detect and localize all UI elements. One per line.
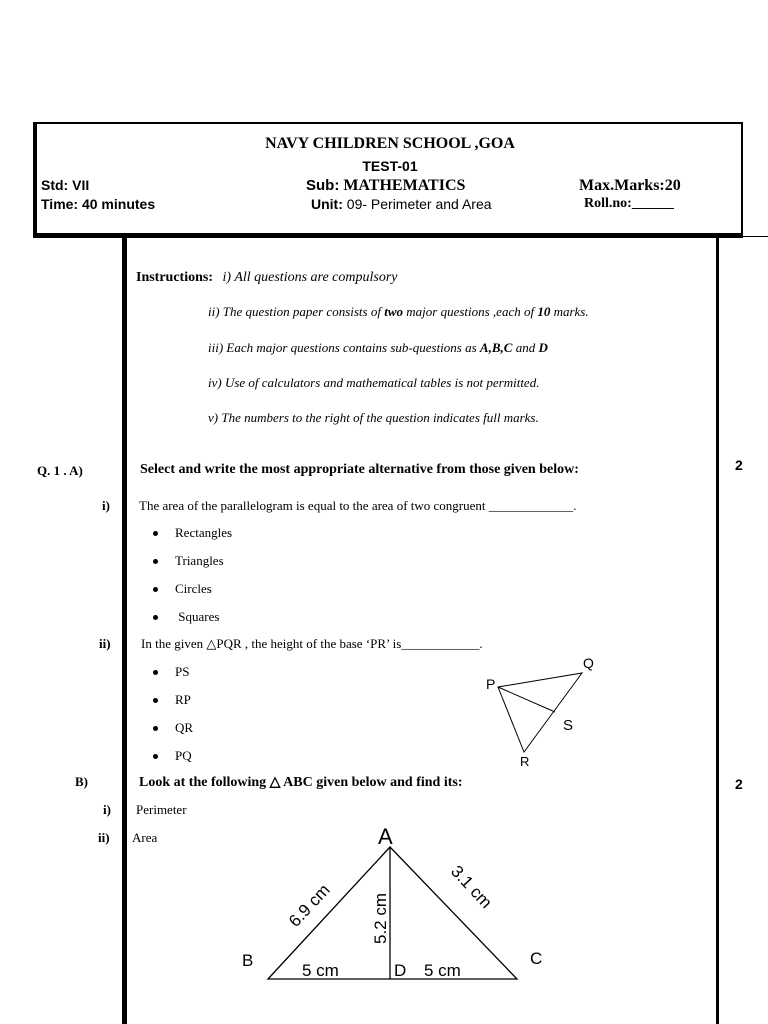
bullet <box>153 726 158 731</box>
bullet <box>153 531 158 536</box>
q1b-ii-number: ii) <box>98 830 110 845</box>
instruction-iii <box>208 340 548 356</box>
instruction-v: v) The numbers to the right of the question indicates full marks. <box>208 410 539 425</box>
q1a-ii-option-2: RP <box>175 692 191 707</box>
label-bd-length: 5 cm <box>302 961 339 980</box>
label-ad-length: 5.2 cm <box>371 892 390 944</box>
q1a-i-option-3: Circles <box>175 581 212 596</box>
right-rule-stub <box>743 236 768 237</box>
q1a-marks: 2 <box>735 457 743 473</box>
q1a-i-text: The area of the parallelogram is equal to the area of two congruent _____________. <box>139 498 577 513</box>
time-label: Time: 40 minutes <box>41 196 156 212</box>
instruction-iii-bold-d: D <box>538 340 548 355</box>
unit-value: 09- Perimeter and Area <box>346 196 492 212</box>
max-marks: Max.Marks:20 <box>579 177 681 194</box>
label-s: S <box>563 717 574 734</box>
triangle-pqr-figure <box>480 650 610 770</box>
label-d: D <box>394 961 407 980</box>
instruction-i-text: i) All questions are compulsory <box>222 270 398 285</box>
instruction-iii-pre: iii) Each major questions contains sub-questions as <box>208 340 480 355</box>
sub-value: MATHEMATICS <box>343 177 466 194</box>
sub-label: Sub: <box>306 177 340 194</box>
instruction-ii <box>208 304 589 320</box>
bullet <box>153 754 158 759</box>
q1b-marks: 2 <box>735 776 743 792</box>
instruction-ii-pre: ii) The question paper consists of <box>208 304 385 319</box>
instruction-ii-mid: major questions ,each of <box>403 304 538 319</box>
instruction-iii-bold-abc: A,B,C <box>479 340 513 355</box>
label-b: B <box>242 951 254 970</box>
instruction-ii-bold-ten: 10 <box>537 304 551 319</box>
right-column-rule <box>716 238 719 1024</box>
q1a-number: Q. 1 . A) <box>37 463 83 478</box>
q1a-ii-option-4: PQ <box>175 748 192 763</box>
unit-label: Unit: <box>311 196 343 212</box>
instruction-ii-bold-two: two <box>384 304 404 319</box>
label-ac-length: 3.1 cm <box>447 861 496 913</box>
q1a-i-option-4: Squares <box>175 609 220 624</box>
instructions-label: Instructions: <box>136 270 214 285</box>
bullet <box>153 559 158 564</box>
instruction-iii-mid: and <box>512 340 539 355</box>
label-a: A <box>378 824 393 849</box>
q1a-ii-text: In the given △PQR , the height of the base ‘PR’ is____________. <box>141 636 483 651</box>
q1a-ii-number: ii) <box>99 636 111 651</box>
std-label: Std: VII <box>41 177 90 193</box>
triangle-abc-figure <box>230 820 560 990</box>
label-c: C <box>530 949 543 968</box>
label-ab-length: 6.9 cm <box>285 880 334 931</box>
bullet <box>153 670 158 675</box>
school-name: NAVY CHILDREN SCHOOL ,GOA <box>265 135 515 152</box>
q1b-ii-text: Area <box>132 830 158 845</box>
bullet <box>153 615 158 620</box>
subject <box>306 177 465 195</box>
bullet <box>153 698 158 703</box>
instruction-ii-post: marks. <box>550 304 589 319</box>
instruction-iv: iv) Use of calculators and mathematical tables is not permitted. <box>208 375 540 390</box>
q1a-ii-option-3: QR <box>175 720 194 735</box>
label-q: Q <box>583 655 594 671</box>
instruction-i <box>136 270 398 286</box>
unit <box>311 196 492 212</box>
q1b-i-text: Perimeter <box>136 802 187 817</box>
q1a-i-option-1: Rectangles <box>175 525 233 540</box>
label-r: R <box>520 754 530 769</box>
q1a-ii-option-1: PS <box>175 664 190 679</box>
triangle-pqr-outline <box>498 673 582 752</box>
q1a-title: Select and write the most appropriate alternative from those given below: <box>140 462 579 477</box>
bullet <box>153 587 158 592</box>
test-title: TEST-01 <box>362 158 418 174</box>
q1b-i-number: i) <box>103 802 111 817</box>
left-column-rule <box>122 238 127 1024</box>
q1b-number: B) <box>75 774 88 789</box>
q1b-title: Look at the following △ ABC given below and find its: <box>139 775 463 790</box>
q1a-i-number: i) <box>102 498 110 513</box>
label-dc-length: 5 cm <box>424 961 461 980</box>
roll-no: Roll.no:______ <box>584 196 674 211</box>
q1a-i-option-2: Triangles <box>175 553 224 568</box>
label-p: P <box>486 676 496 692</box>
